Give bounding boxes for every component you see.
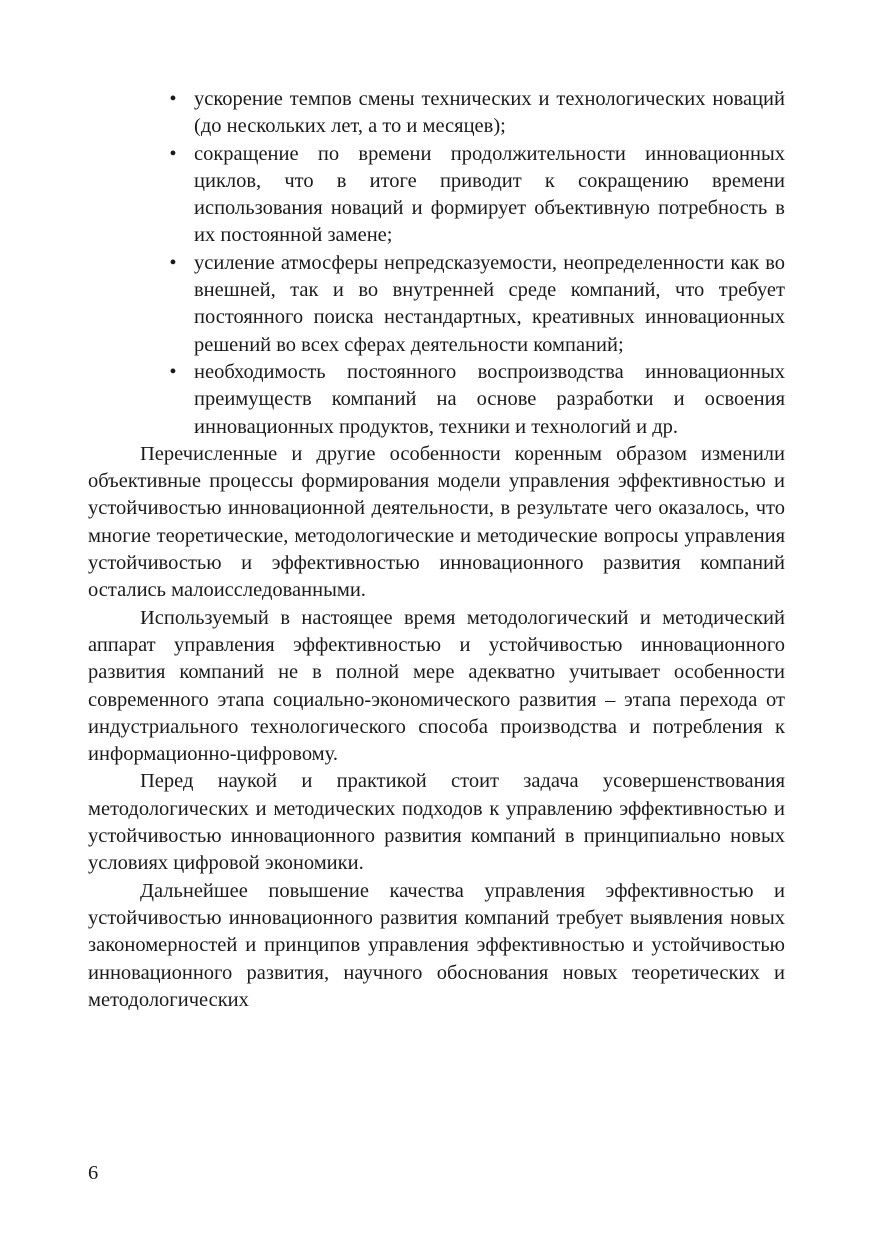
bullet-item: [169, 359, 785, 441]
bullet-item: [169, 86, 785, 141]
paragraph: Дальнейшее повышение качества управления эффективностью и устойчивостью инновационного развития компаний требует выявления новых закономерностей и принципов управления эффективностью и устойчивостью инновационного развития, научного обоснования новых теоретических и методологических: [88, 879, 785, 1011]
paragraph: Перед наукой и практикой стоит задача усовершенствования методологических и методических подходов к управлению эффективностью и устойчивостью инновационного развития компаний в принципиально новых условиях цифровой экономики.: [88, 770, 785, 875]
bullet-icon: •: [169, 142, 177, 165]
bullet-list: [88, 86, 785, 441]
bullet-text: сокращение по времени продолжительности инновационных циклов, что в итоге приводит к сокращению времени использования новаций и формирует объективную потребность в их постоянной замене;: [194, 142, 785, 247]
page-body: [88, 86, 785, 1014]
bullet-text: ускорение темпов смены технических и технологических новаций (до нескольких лет, а то и месяцев);: [194, 88, 785, 138]
bullet-text: необходимость постоянного воспроизводства инновационных преимуществ компаний на основе разработки и освоения инновационных продуктов, техники и технологий и др.: [194, 360, 785, 438]
paragraph: Используемый в настоящее время методологический и методический аппарат управления эффективностью и устойчивостью инновационного развития компаний не в полной мере адекватно учитывает особенности современного этапа социально-экономического развития – этапа перехода от индустриального технологического способа производства и потребления к информационно-цифровому.: [88, 606, 785, 766]
bullet-item: [169, 250, 785, 359]
bullet-text: усиление атмосферы непредсказуемости, неопределенности как во внешней, так и во внутренней среде компаний, что требует постоянного поиска нестандартных, креативных инновационных решений во всех сферах деятельности компаний;: [194, 251, 785, 356]
page-number: 6: [88, 1162, 99, 1184]
bullet-item: [169, 141, 785, 250]
bullet-icon: •: [169, 360, 177, 383]
bullet-icon: •: [169, 251, 177, 274]
bullet-icon: •: [169, 88, 177, 110]
paragraph: Перечисленные и другие особенности коренным образом изменили объективные процессы формирования модели управления эффективностью и устойчивостью инновационной деятельности, в результате чего оказалось, что многие теоретические, методологические и методические вопросы управления устойчивостью и эффективностью инновационного развития компаний остались малоисследованными.: [88, 442, 785, 602]
